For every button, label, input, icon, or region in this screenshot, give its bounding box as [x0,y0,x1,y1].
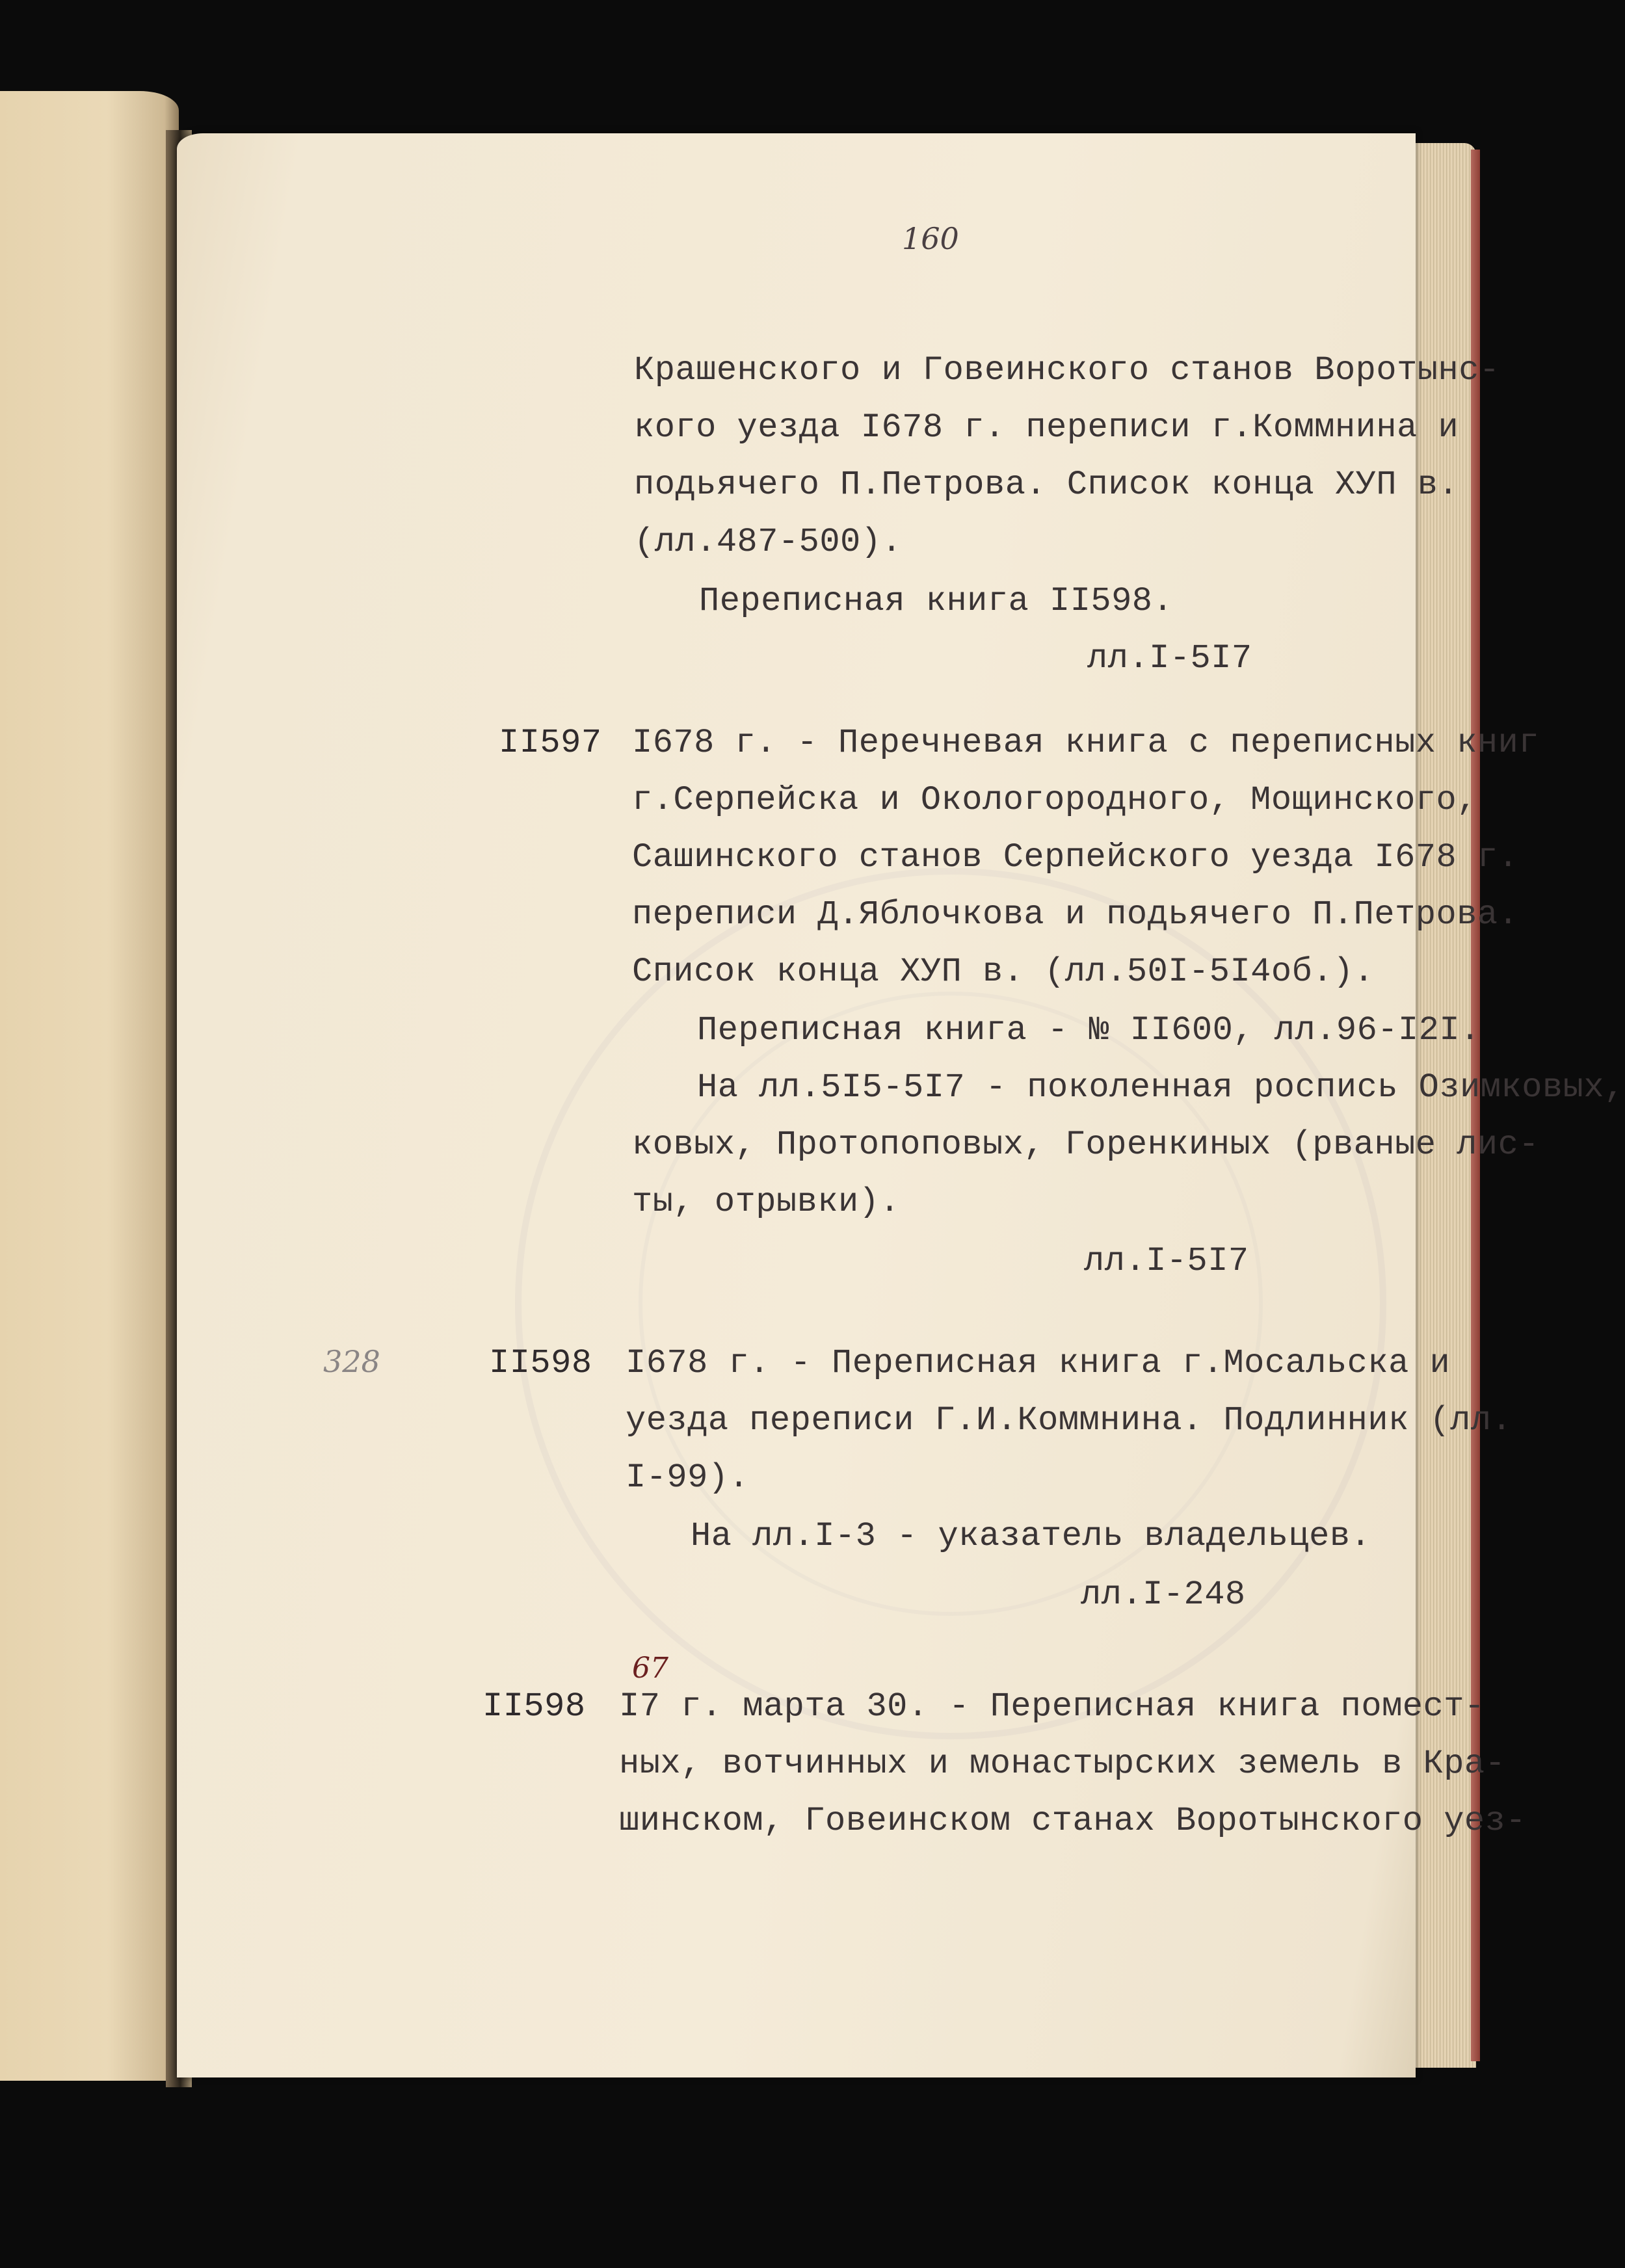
archive-stamp-watermark [515,868,1386,1739]
entry-folios: лл.I-5I7 [1084,1242,1249,1280]
continuation-line: кого уезда I678 г. переписи г.Коммнина и [634,408,1459,447]
folio-number: 160 [902,221,959,256]
entry-number: II598 [482,1687,586,1726]
entry-line: г.Серпейска и Окологородного, Мощинского, [632,781,1477,819]
continuation-note: Переписная книга II598. [699,582,1174,620]
entry-line: I-99). [626,1458,750,1497]
entry-note: На лл.5I5-5I7 - поколенная роспись Озимковых, [697,1068,1625,1107]
entry-note: На лл.I-3 - указатель владельцев. [691,1517,1371,1555]
left-page [0,91,179,2081]
entry-note: ковых, Протопоповых, Горенкиных (рваные лис- [632,1126,1540,1164]
entry-line: шинском, Говеинском станах Воротынского уез- [619,1802,1527,1840]
entry-line: переписи Д.Яблочкова и подьячего П.Петрова. [632,895,1519,934]
entry-line: Список конца ХУП в. (лл.50I-5I4об.). [632,953,1375,991]
entry-folios: лл.I-248 [1081,1576,1246,1614]
entry-number: II597 [499,724,602,762]
entry-line: ных, вотчинных и монастырских земель в Кра- [619,1745,1506,1783]
margin-note: 328 [323,1344,380,1379]
entry-number: II598 [489,1344,592,1382]
document-page [177,133,1625,2077]
continuation-line: подьячего П.Петрова. Список конца ХУП в. [634,466,1459,504]
entry-line: I678 г. - Перечневая книга с переписных книг [632,724,1540,762]
entry-note: Переписная книга - № II600, лл.96-I2I. [697,1011,1481,1049]
entry-note: ты, отрывки). [632,1183,901,1221]
entry-line: I678 г. - Переписная книга г.Мосальска и [626,1344,1451,1382]
entry-line: уезда переписи Г.И.Коммнина. Подлинник (лл. [626,1401,1513,1440]
handwritten-year-correction: 67 [632,1652,668,1685]
continuation-folios: лл.I-5I7 [1087,639,1252,678]
entry-line: I7 г. марта 30. - Переписная книга помест- [619,1687,1485,1726]
continuation-line: (лл.487-500). [634,523,903,561]
continuation-line: Крашенского и Говеинского станов Воротынс- [634,351,1500,389]
entry-line: Сашинского станов Серпейского уезда I678 г. [632,838,1519,877]
